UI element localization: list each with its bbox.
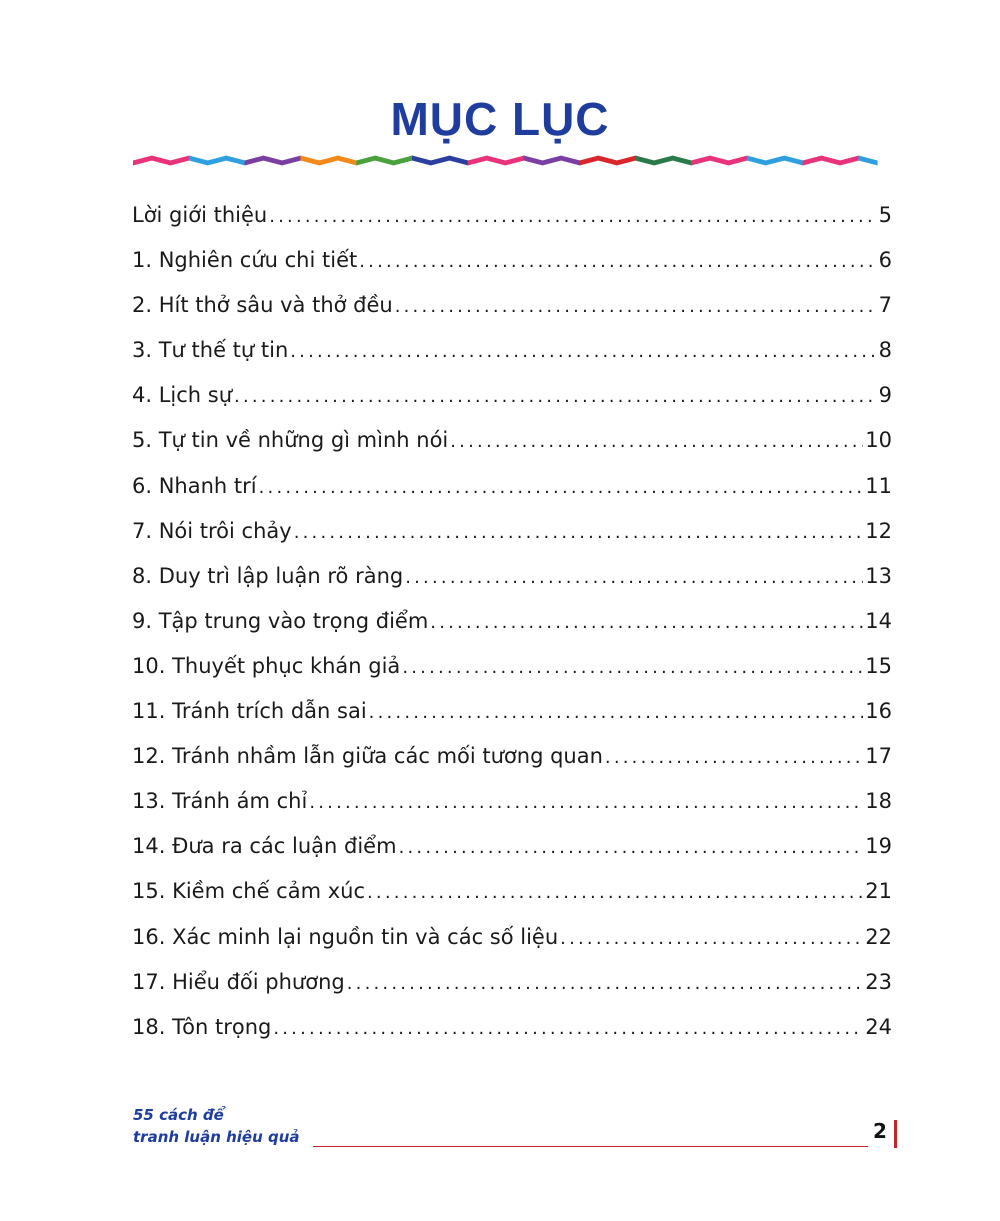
page-title: MỤC LỤC [390,93,610,145]
divider-segment [747,156,766,166]
book-title-footer [133,1104,300,1148]
toc-entry[interactable] [132,554,892,599]
divider-segment [840,156,859,166]
dot-leader [269,194,876,239]
book-title-line: 55 cách để [133,1106,224,1124]
toc-entry[interactable] [132,869,892,914]
toc-entry-page: 24 [865,1014,892,1039]
divider-segment [393,156,412,166]
toc-entry-label: 16. Xác minh lại nguồn tin và các số liệu [132,924,559,949]
dot-leader [402,645,863,690]
dot-leader [395,284,877,329]
toc-entry-label: Lời giới thiệu [132,203,268,227]
toc-entry[interactable] [132,238,892,283]
divider-segment [300,156,319,166]
divider-segment [356,156,375,166]
divider-segment [133,156,152,166]
toc-entry[interactable] [132,734,892,779]
toc-entry-label: 17. Hiểu đối phương [132,969,345,994]
page-number-bar [894,1120,897,1148]
divider-segment [635,156,654,166]
toc-entry[interactable] [132,283,892,328]
toc-entry[interactable] [132,960,892,1005]
divider-segment [449,156,468,166]
toc-entry-page: 17 [865,744,892,769]
dot-leader [309,780,863,825]
dot-leader [399,825,864,870]
divider-segment [468,156,487,166]
divider-segment [691,156,710,166]
toc-entry[interactable] [132,689,892,734]
divider-segment [821,156,840,166]
toc-entry-page: 16 [865,699,892,724]
dot-leader [259,465,864,510]
divider-segment [858,156,877,166]
toc-entry-label: 13. Tránh ám chỉ [132,789,308,814]
footer-rule [313,1146,868,1147]
divider-segment [226,156,245,166]
toc-entry-label: 6. Nhanh trí [132,473,257,498]
toc-entry-label: 2. Hít thở sâu và thở đều [132,293,393,318]
toc-entry-label: 8. Duy trì lập luận rõ ràng [132,563,404,588]
divider-segment [803,156,822,166]
toc-entry[interactable] [132,373,892,418]
toc-entry-page: 7 [878,293,892,318]
dot-leader [273,1006,863,1051]
divider-segment [431,156,450,166]
toc-entry[interactable] [132,418,892,463]
toc-entry-page: 14 [865,608,892,633]
toc-entry-label: 14. Đưa ra các luận điểm [132,834,397,859]
toc-entry[interactable] [132,915,892,960]
divider-segment [207,156,226,166]
toc-entry-page: 5 [878,203,892,227]
toc-entry-label: 5. Tự tin về những gì mình nói [132,428,449,453]
page-number: 2 [873,1119,887,1143]
dot-leader [405,555,863,600]
toc-entry-label: 1. Nghiên cứu chi tiết [132,248,358,273]
toc-entry-page: 13 [865,563,892,588]
toc-entry-page: 15 [865,653,892,678]
toc-entry-page: 18 [865,789,892,814]
toc-entry-label: 7. Nói trôi chảy [132,518,292,543]
toc-entry[interactable] [132,779,892,824]
dot-leader [234,374,877,419]
divider-segment [784,156,803,166]
toc-entry-page: 21 [865,879,892,904]
toc-entry[interactable] [132,328,892,373]
divider-segment [412,156,431,166]
toc-entry-label: 12. Tránh nhầm lẫn giữa các mối tương quan [132,744,603,769]
toc-entry-label: 10. Thuyết phục khán giả [132,653,401,678]
toc-entry-page: 22 [865,924,892,949]
dot-leader [290,329,876,374]
dot-leader [430,600,863,645]
divider-segment [542,156,561,166]
divider-segment [672,156,691,166]
divider-segment [319,156,338,166]
divider-segment [561,156,580,166]
dot-leader [294,510,864,555]
toc-entry[interactable] [132,509,892,554]
table-of-contents [132,193,892,1050]
toc-entry-label: 4. Lịch sự [132,383,233,408]
divider-segment [617,156,636,166]
dot-leader [605,735,863,780]
dot-leader [450,419,863,464]
divider-segment [505,156,524,166]
divider-segment [728,156,747,166]
dot-leader [367,870,863,915]
dot-leader [359,239,876,284]
toc-entry-label: 9. Tập trung vào trọng điểm [132,608,429,633]
toc-entry-page: 11 [865,473,892,498]
toc-entry[interactable] [132,824,892,869]
toc-entry[interactable] [132,599,892,644]
dot-leader [369,690,864,735]
divider-segment [765,156,784,166]
divider-segment [375,156,394,166]
toc-entry-page: 23 [865,969,892,994]
toc-entry-page: 10 [865,428,892,453]
divider-segment [282,156,301,166]
toc-entry[interactable] [132,1005,892,1050]
toc-entry-label: 15. Kiềm chế cảm xúc [132,879,366,904]
divider-segment [486,156,505,166]
divider-segment [710,156,729,166]
dot-leader [560,916,863,961]
toc-entry[interactable] [132,193,892,238]
toc-entry-page: 9 [878,383,892,408]
rainbow-divider [133,154,895,168]
divider-segment [654,156,673,166]
divider-segment [170,156,189,166]
divider-segment [598,156,617,166]
divider-segment [263,156,282,166]
toc-entry[interactable] [132,464,892,509]
divider-segment [189,156,208,166]
toc-entry-label: 18. Tôn trọng [132,1014,272,1039]
toc-entry-page: 8 [878,338,892,363]
toc-entry-page: 19 [865,834,892,859]
divider-segment [579,156,598,166]
toc-entry-label: 11. Tránh trích dẫn sai [132,699,367,724]
toc-entry-page: 6 [878,248,892,273]
book-title-line: tranh luận hiệu quả [133,1128,300,1146]
divider-segment [152,156,171,166]
toc-entry-page: 12 [865,518,892,543]
toc-entry-label: 3. Tư thế tự tin [132,338,289,363]
dot-leader [347,961,864,1006]
divider-segment [338,156,357,166]
divider-segment [245,156,264,166]
divider-segment [524,156,543,166]
toc-entry[interactable] [132,644,892,689]
